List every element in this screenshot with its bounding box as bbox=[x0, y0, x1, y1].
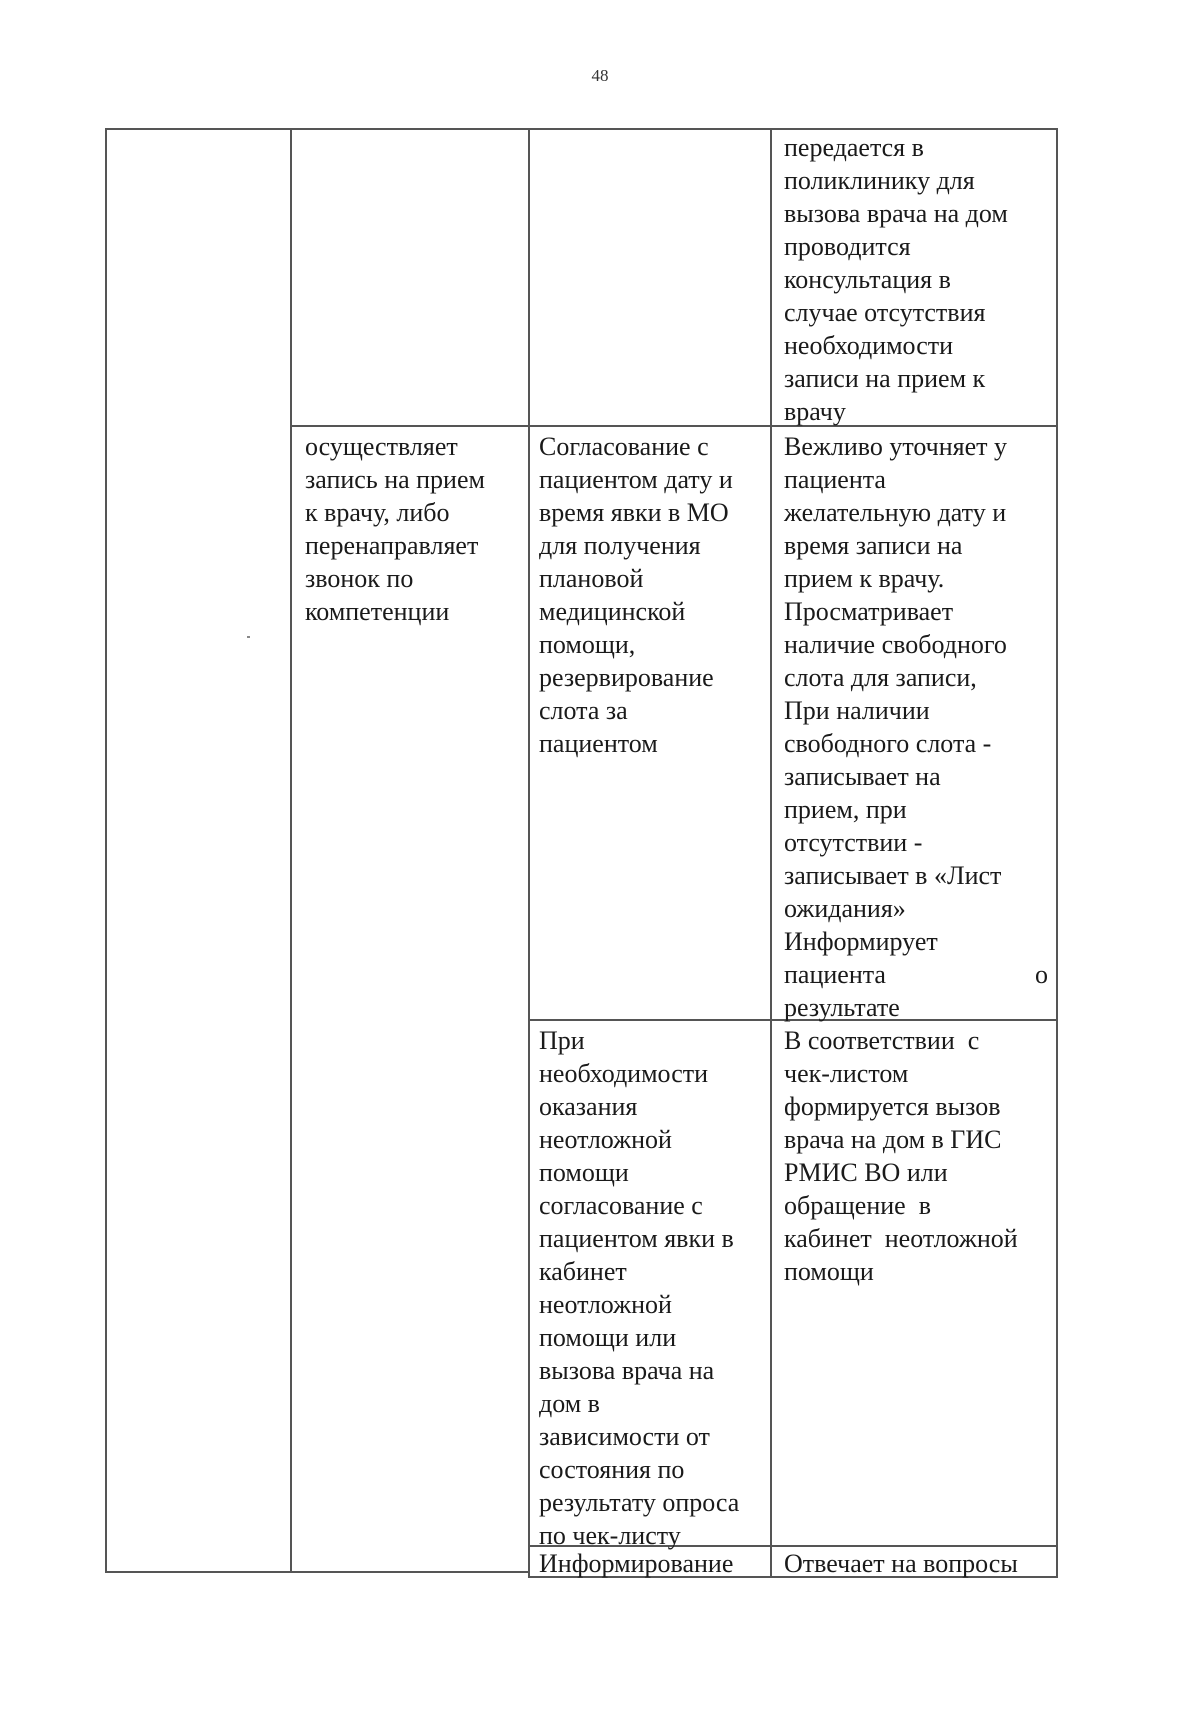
text-line: медицинской bbox=[539, 597, 686, 626]
text-line: желательную дату и bbox=[784, 498, 1007, 527]
text-line: Информирование bbox=[539, 1549, 734, 1578]
text-line: результате bbox=[784, 993, 900, 1022]
text-line: помощи, bbox=[539, 630, 636, 659]
row3-col3-cell bbox=[539, 1024, 769, 1552]
text-line: дом в bbox=[539, 1389, 600, 1418]
text-line: помощи bbox=[784, 1257, 874, 1286]
text-line: слота для записи, bbox=[784, 663, 977, 692]
bottom-border bbox=[106, 1571, 530, 1573]
scan-speck bbox=[247, 636, 250, 638]
right-border bbox=[1056, 128, 1058, 1578]
text-line: резервирование bbox=[539, 663, 714, 692]
text-line: При bbox=[539, 1026, 585, 1055]
text-line: для получения bbox=[539, 531, 701, 560]
text-line: пациентом явки в bbox=[539, 1224, 734, 1253]
text-line: состояния по bbox=[539, 1455, 685, 1484]
text-line: помощи bbox=[539, 1158, 629, 1187]
text-line: помощи или bbox=[539, 1323, 677, 1352]
text-line: чек-листом bbox=[784, 1059, 909, 1088]
text-line: вызова врача на bbox=[539, 1356, 715, 1385]
text-line: неотложной bbox=[539, 1125, 672, 1154]
text-line: передается в bbox=[784, 133, 924, 162]
text-line: плановой bbox=[539, 564, 644, 593]
text-line: необходимости bbox=[784, 331, 954, 360]
text-line: запись на прием bbox=[305, 465, 485, 494]
text-line: пациентом дату и bbox=[539, 465, 733, 494]
row4-col3-cell bbox=[539, 1547, 769, 1580]
text-line: кабинет bbox=[539, 1257, 627, 1286]
row4-col4-cell bbox=[784, 1547, 1054, 1580]
text-line: время явки в МО bbox=[539, 498, 729, 527]
page-number: 48 bbox=[591, 66, 609, 85]
row2-col4-cell bbox=[784, 430, 1048, 1024]
row2-col2-cell bbox=[305, 430, 527, 628]
text-line: Просматривает bbox=[784, 597, 954, 626]
text-line: к врачу, либо bbox=[305, 498, 450, 527]
text-line: осуществляет bbox=[305, 432, 458, 461]
text-line: врачу bbox=[784, 397, 846, 426]
text-line: записывает на bbox=[784, 762, 941, 791]
text-line: Информирует bbox=[784, 927, 938, 956]
text-line: результату опроса bbox=[539, 1488, 740, 1517]
text-fragment: о bbox=[1035, 960, 1048, 989]
text-line: прием, при bbox=[784, 795, 907, 824]
text-line: записывает в «Лист bbox=[784, 861, 1002, 890]
col-divider-1 bbox=[290, 128, 292, 1573]
text-line: перенаправляет bbox=[305, 531, 479, 560]
row2-col3-cell bbox=[539, 430, 769, 760]
text-line: наличие свободного bbox=[784, 630, 1007, 659]
text-line: звонок по bbox=[305, 564, 414, 593]
col-divider-3 bbox=[770, 128, 772, 1578]
text-line: зависимости от bbox=[539, 1422, 710, 1451]
left-border bbox=[105, 128, 107, 1573]
text-line: РМИС ВО или bbox=[784, 1158, 948, 1187]
text-line: необходимости bbox=[539, 1059, 709, 1088]
text-line: свободного слота - bbox=[784, 729, 992, 758]
text-line: записи на прием к bbox=[784, 364, 986, 393]
text-line: вызова врача на дом bbox=[784, 199, 1008, 228]
text-line: слота за bbox=[539, 696, 628, 725]
justified-line bbox=[784, 958, 1048, 991]
text-line: время записи на bbox=[784, 531, 963, 560]
text-line: компетенции bbox=[305, 597, 450, 626]
text-line: консультация в bbox=[784, 265, 951, 294]
text-line: по чек-листу bbox=[539, 1521, 681, 1550]
text-line: формируется вызов bbox=[784, 1092, 1001, 1121]
text-line: поликлинику для bbox=[784, 166, 975, 195]
row1-col4-cell bbox=[784, 131, 1054, 428]
text-line: врача на дом в ГИС bbox=[784, 1125, 1002, 1154]
text-line: проводится bbox=[784, 232, 911, 261]
text-line: пациента bbox=[784, 465, 886, 494]
text-line: случае отсутствия bbox=[784, 298, 986, 327]
text-line: отсутствии - bbox=[784, 828, 923, 857]
text-line: неотложной bbox=[539, 1290, 672, 1319]
text-line: Вежливо уточняет у bbox=[784, 432, 1008, 461]
text-line: При наличии bbox=[784, 696, 930, 725]
text-line: Согласование с bbox=[539, 432, 709, 461]
text-line: согласование с bbox=[539, 1191, 703, 1220]
text-line: обращение в bbox=[784, 1191, 931, 1220]
text-line: оказания bbox=[539, 1092, 638, 1121]
text-line: прием к врачу. bbox=[784, 564, 945, 593]
text-line: пациентом bbox=[539, 729, 658, 758]
text-line: В соответствии с bbox=[784, 1026, 980, 1055]
text-line: кабинет неотложной bbox=[784, 1224, 1018, 1253]
col-divider-2 bbox=[528, 128, 530, 1578]
text-line: ожидания» bbox=[784, 894, 906, 923]
row3-col4-cell bbox=[784, 1024, 1054, 1288]
top-border bbox=[106, 128, 1058, 130]
text-line: Отвечает на вопросы bbox=[784, 1549, 1018, 1578]
text-fragment: пациента bbox=[784, 960, 886, 989]
